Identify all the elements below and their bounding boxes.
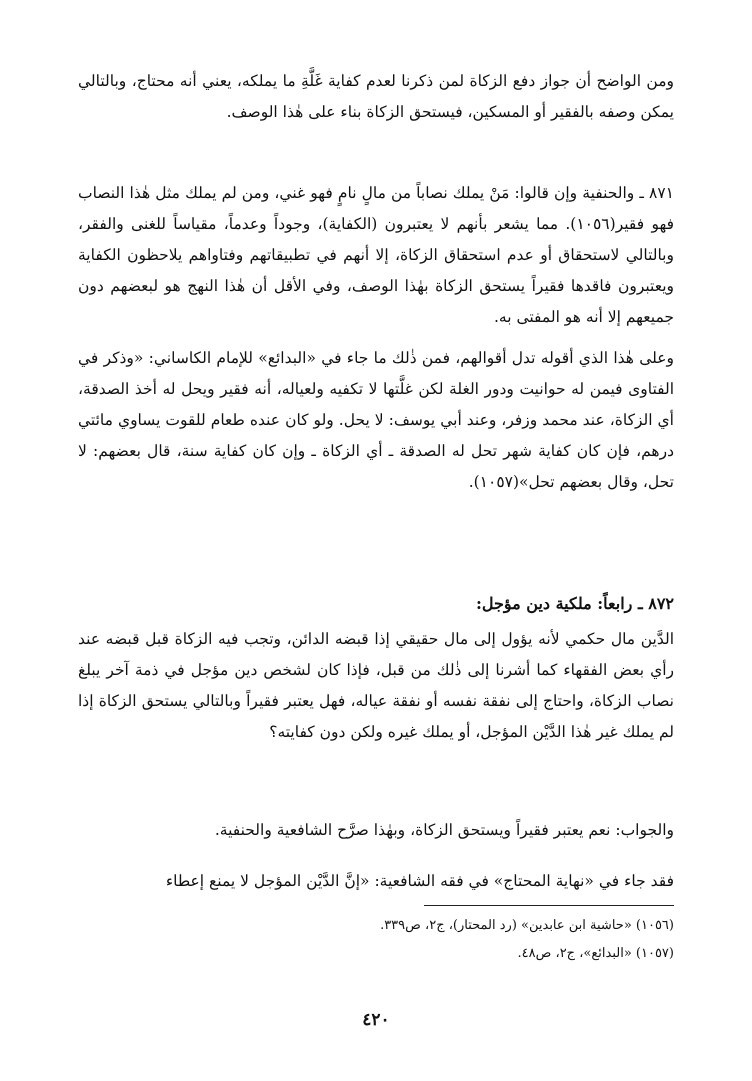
footnote-1056: (١٠٥٦) «حاشية ابن عابدين» (رد المحتار)، ج٢، ص٣٣٩. [380, 918, 674, 933]
paragraph-badaai-quote: وعلى هٰذا الذي أقوله تدل أقوالهم، فمن ذٰلك ما جاء في «البدائع» للإمام الكاساني: «وذكر في الفتاوى فيمن له حوانيت ودور الغلة لكن غلَّتها لا تكفيه ولعياله، أنه فقير ويحل له أخذ الصدقة، أي الزكاة، عند محمد وزفر، وعند أبي يوسف: لا يحل. ولو كان عنده طعام للقوت يساوي مائتي درهم، فإن كان كفاية شهر تحل له الصدقة ـ أي الزكاة ـ وإن كان كفاية سنة، قال بعضهم: لا تحل، وقال بعضهم تحل»(١٠٥٧). [78, 349, 674, 491]
section-heading-872: ٨٧٢ ـ رابعاً: ملكية دين مؤجل: [475, 594, 674, 613]
paragraph-deferred-debt: الدَّين مال حكمي لأنه يؤول إلى مال حقيقي إذا قبضه الدائن، وتجب فيه الزكاة قبل قبضه عند رأي بعض الفقهاء كما أشرنا إلى ذٰلك من قبل، فإذا كان لشخص دين مؤجل في ذمة آخر يبلغ نصاب الزكاة، واحتاج إلى نفقة نفسه أو نفقة عياله، فهل يعتبر فقيراً وبالتالي يستحق الزكاة إذا لم يملك غير هٰذا الدَّيْن المؤجل، أو يملك غيره ولكن دون كفايته؟ [78, 630, 674, 741]
paragraph-871: ٨٧١ ـ والحنفية وإن قالوا: مَنْ يملك نصاباً من مالٍ نامٍ فهو غني، ومن لم يملك مثل هٰذا النصاب فهو فقير(١٠٥٦). مما يشعر بأنهم لا يعتبرون (الكفاية)، وجوداً وعدماً، مقياساً للغنى والفقر، وبالتالي لاستحقاق أو عدم استحقاق الزكاة، إلا أنهم في تطبيقاتهم وفتاواهم يلاحظون الكفاية ويعتبرون فاقدها فقيراً يستحق الزكاة بهٰذا الوصف، وفي الأقل أن هٰذا النهج هو لبعضهم دون جميعهم إلا أنه هو المفتى به. [78, 184, 675, 326]
paragraph-answer: والجواب: نعم يعتبر فقيراً ويستحق الزكاة، وبهٰذا صرَّح الشافعية والحنفية. [214, 821, 674, 839]
page-number: ٤٢٠ [362, 1010, 390, 1030]
footnote-divider [424, 905, 674, 906]
footnotes [78, 912, 674, 968]
paragraph-nihayat-quote: فقد جاء في «نهاية المحتاج» في فقه الشافعية: «إنَّ الدَّيْن المؤجل لا يمنع إعطاء [165, 872, 674, 890]
paragraph-1: ومن الواضح أن جواز دفع الزكاة لمن ذكرنا لعدم كفاية غَلَّةِ ما يملكه، يعني أنه محتاج، وبالتالي يمكن وصفه بالفقير أو المسكين، فيستحق الزكاة بناء على هٰذا الوصف. [78, 72, 674, 121]
footnote-1057: (١٠٥٧) «البدائع»، ج٢، ص٤٨. [517, 946, 674, 961]
